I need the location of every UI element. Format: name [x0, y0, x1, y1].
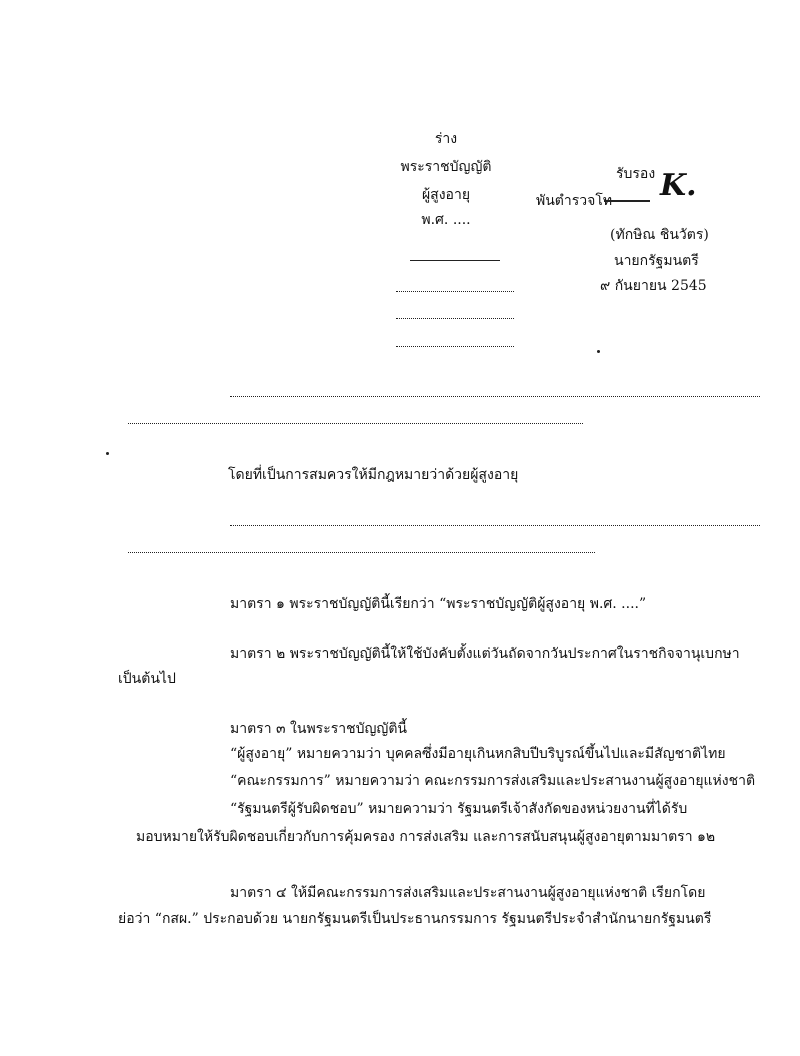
- dotted-line: [128, 423, 583, 424]
- ink-speck: [597, 350, 600, 353]
- section-3-definition-1: “ผู้สูงอายุ” หมายความว่า บุคคลซึ่งมีอายุเกินหกสิบปีบริบูรณ์ขึ้นไปและมีสัญชาติไทย: [230, 746, 726, 762]
- section-2-line-1: มาตรา ๒ พระราชบัญญัตินี้ให้ใช้บังคับตั้งแต่วันถัดจากวันประกาศในราชกิจจานุเบกษา: [230, 646, 740, 662]
- section-1: มาตรา ๑ พระราชบัญญัตินี้เรียกว่า “พระราชบัญญัติผู้สูงอายุ พ.ศ. ....”: [230, 596, 647, 612]
- signature-stroke: [604, 200, 650, 202]
- section-3-definition-3-continued: มอบหมายให้รับผิดชอบเกี่ยวกับการคุ้มครอง การส่งเสริม และการสนับสนุนผู้สูงอายุตามมาตรา ๑๒: [136, 829, 716, 845]
- approved-label: รับรอง: [616, 166, 656, 182]
- header-dotted-line-2: [396, 318, 514, 319]
- signer-rank: พันตำรวจโท: [536, 193, 613, 209]
- section-3-definition-3: “รัฐมนตรีผู้รับผิดชอบ” หมายความว่า รัฐมนตรีเจ้าสังกัดของหน่วยงานที่ได้รับ: [230, 801, 688, 817]
- header-dotted-line-1: [396, 291, 514, 292]
- section-3-heading: มาตรา ๓ ในพระราชบัญญัตินี้: [230, 721, 407, 737]
- header-rule: [410, 260, 500, 261]
- header-dotted-line-3: [396, 346, 514, 347]
- signer-name: (ทักษิณ ชินวัตร): [610, 227, 709, 243]
- section-3-definition-2: “คณะกรรมการ” หมายความว่า คณะกรรมการส่งเสริมและประสานงานผู้สูงอายุแห่งชาติ: [230, 773, 756, 789]
- dotted-line: [128, 552, 595, 553]
- draft-label: ร่าง: [434, 131, 458, 147]
- section-2-line-2: เป็นต้นไป: [118, 671, 176, 687]
- section-4-line-1: มาตรา ๔ ให้มีคณะกรรมการส่งเสริมและประสานงานผู้สูงอายุแห่งชาติ เรียกโดย: [230, 885, 706, 901]
- act-year: พ.ศ. ....: [421, 212, 471, 228]
- section-4-line-2: ย่อว่า “กสผ.” ประกอบด้วย นายกรัฐมนตรีเป็นประธานกรรมการ รัฐมนตรีประจำสำนักนายกรัฐมนตรี: [118, 911, 712, 927]
- act-title: พระราชบัญญัติ: [400, 159, 492, 175]
- preamble: โดยที่เป็นการสมควรให้มีกฎหมายว่าด้วยผู้สูงอายุ: [228, 467, 519, 483]
- signer-position: นายกรัฐมนตรี: [614, 253, 699, 269]
- dotted-line: [230, 525, 760, 526]
- ink-speck: [106, 452, 109, 455]
- act-subject: ผู้สูงอายุ: [421, 187, 471, 203]
- approval-date: ๙ กันยายน 2545: [600, 278, 707, 294]
- signature-mark: K.: [660, 168, 697, 203]
- dotted-line: [230, 396, 760, 397]
